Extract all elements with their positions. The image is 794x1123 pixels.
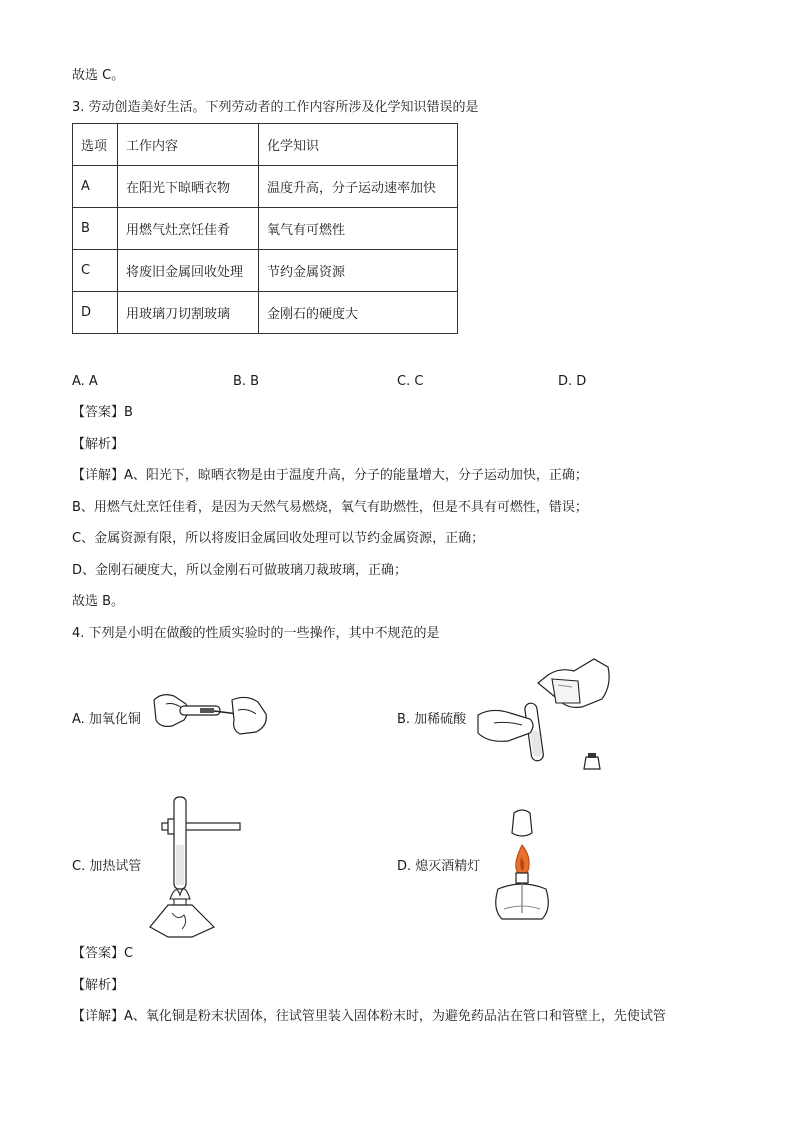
- detail-tag: 【详解】: [72, 1009, 125, 1024]
- table-cell: B: [73, 208, 118, 250]
- table-header: 工作内容: [118, 124, 259, 166]
- table-cell: 用玻璃刀切割玻璃: [118, 292, 259, 334]
- question-4-stem: 4. 下列是小明在做酸的性质实验时的一些操作，其中不规范的是: [72, 626, 440, 641]
- question-3-stem: 3. 劳动创造美好生活。下列劳动者的工作内容所涉及化学知识错误的是: [72, 100, 479, 115]
- q4-option-d-label: D. 熄灭酒精灯: [397, 859, 481, 874]
- table-cell: C: [73, 250, 118, 292]
- table-cell: 金刚石的硬度大: [259, 292, 458, 334]
- table-header: 选项: [73, 124, 118, 166]
- table-row: [73, 166, 458, 208]
- answer-value: B: [124, 405, 133, 420]
- table-cell: 温度升高，分子运动速率加快: [259, 166, 458, 208]
- table-cell: 用燃气灶烹饪佳肴: [118, 208, 259, 250]
- q4-option-a-label: A. 加氧化铜: [72, 712, 141, 727]
- detail-text: A、阳光下，晾晒衣物是由于温度升高，分子的能量增大，分子运动加快，正确；: [124, 468, 588, 483]
- question-3-table: [72, 123, 458, 334]
- pour-acid-illustration: [474, 655, 614, 775]
- q3-conclusion: 故选 B。: [72, 594, 125, 609]
- table-cell: D: [73, 292, 118, 334]
- q3-detail-line-2: B、用燃气灶烹饪佳肴，是因为天然气易燃烧，氧气有助燃性，但是不具有可燃性，错误；: [72, 500, 588, 515]
- table-cell: 氧气有可燃性: [259, 208, 458, 250]
- q3-detail-line-4: D、金刚石硬度大，所以金刚石可做玻璃刀裁玻璃，正确；: [72, 563, 408, 578]
- table-cell: A: [73, 166, 118, 208]
- q3-answer-line: [72, 403, 133, 423]
- table-cell: 将废旧金属回收处理: [118, 250, 259, 292]
- q3-detail-line-1: [72, 466, 588, 486]
- prev-conclusion: 故选 C。: [72, 68, 125, 83]
- table-header-row: [73, 124, 458, 166]
- table-row: [73, 250, 458, 292]
- q3-analysis-tag: 【解析】: [72, 437, 125, 452]
- q4-option-b-label: B. 加稀硫酸: [397, 712, 467, 727]
- q4-answer-line: [72, 944, 133, 964]
- table-header: 化学知识: [259, 124, 458, 166]
- q3-detail-line-3: C、金属资源有限，所以将废旧金属回收处理可以节约金属资源，正确；: [72, 531, 485, 546]
- table-cell: 在阳光下晾晒衣物: [118, 166, 259, 208]
- answer-tag: 【答案】: [72, 946, 125, 961]
- q4-option-c-label: C. 加热试管: [72, 859, 142, 874]
- q3-option-d: D. D: [558, 374, 587, 389]
- q4-analysis-tag: 【解析】: [72, 978, 125, 993]
- q4-detail-line-1: [72, 1007, 666, 1027]
- table-row: [73, 292, 458, 334]
- table-row: [73, 208, 458, 250]
- table-cell: 节约金属资源: [259, 250, 458, 292]
- q3-option-c: C. C: [397, 374, 424, 389]
- heat-test-tube-illustration: [148, 795, 242, 940]
- detail-tag: 【详解】: [72, 468, 125, 483]
- alcohol-lamp-illustration: [486, 805, 558, 925]
- q3-option-a: A. A: [72, 374, 98, 389]
- detail-text: A、氧化铜是粉末状固体，往试管里装入固体粉末时，为避免药品沾在管口和管壁上，先使试管: [124, 1009, 666, 1024]
- add-copper-oxide-illustration: [152, 690, 270, 738]
- answer-tag: 【答案】: [72, 405, 125, 420]
- q3-option-b: B. B: [233, 374, 260, 389]
- answer-value: C: [124, 946, 134, 961]
